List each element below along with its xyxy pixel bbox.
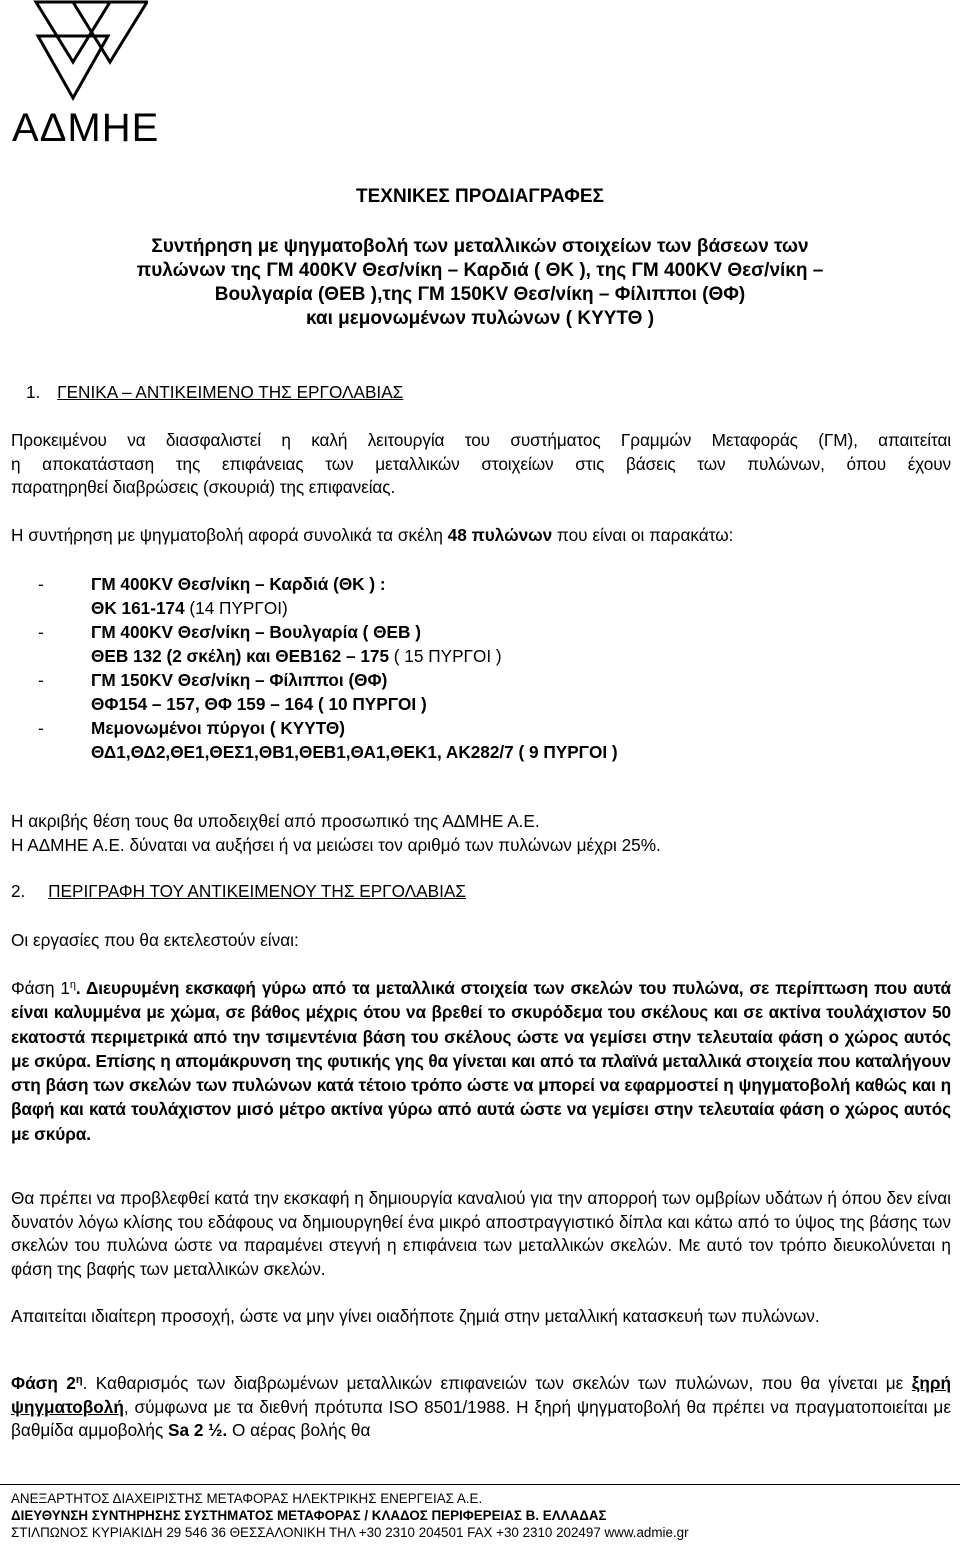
line-name: ΓΜ 150KV Θεσ/νίκη – Φίλιπποι (ΘΦ) bbox=[91, 670, 388, 690]
towers: ΘΕΒ 132 (2 σκέλη) και ΘΕΒ162 – 175 bbox=[91, 646, 390, 666]
location-note: Η ακριβής θέση τους θα υποδειχθεί από προσωπικό της ΑΔΜΗΕ Α.Ε. bbox=[11, 811, 540, 831]
attention-paragraph: Απαιτείται ιδιαίτερη προσοχή, ώστε να μην γίνει οιαδήποτε ζημιά στην μεταλλική κατασκευή των πυλώνων. bbox=[11, 1306, 820, 1326]
footer-address: ΣΤΙΛΠΩΝΟΣ ΚΥΡΙΑΚΙΔΗ 29 546 36 ΘΕΣΣΑΛΟΝΙΚΗ ΤΗΛ +30 2310 204501 FAX +30 2310 202497 www.admie.gr bbox=[11, 1525, 689, 1540]
section2-title: ΠΕΡΙΓΡΑΦΗ ΤΟΥ ΑΝΤΙΚΕΙΜΕΝΟΥ ΤΗΣ ΕΡΓΟΛΑΒΙΑΣ bbox=[48, 881, 466, 901]
para2-text: Η συντήρηση με ψηγματοβολή αφορά συνολικά τα σκέλη bbox=[11, 525, 448, 545]
towers: ΘΚ 161-174 bbox=[91, 598, 185, 618]
phase2-text: . Καθαρισμός των διαβρωμένων μεταλλικών επιφανειών των σκελών των πυλώνων, που θα γίνεται με bbox=[82, 1373, 912, 1393]
paragraph-line: Προκειμένου να διασφαλιστεί η καλή λειτουργία του συστήματος Γραμμών Μεταφοράς (ΓΜ), απαιτείται bbox=[11, 430, 951, 450]
phase1-paragraph bbox=[11, 976, 951, 1146]
subtitle-line: Βουλγαρία (ΘΕΒ ),της ΓΜ 150KV Θεσ/νίκη – Φίλιπποι (ΘΦ) bbox=[214, 284, 746, 305]
subtitle-line: Συντήρηση με ψηγματοβολή των μεταλλικών στοιχείων των βάσεων των bbox=[151, 236, 809, 257]
line-name: ΓΜ 400KV Θεσ/νίκη – Βουλγαρία ( ΘΕΒ ) bbox=[91, 622, 421, 642]
list-item bbox=[11, 620, 951, 668]
blasting-grade: Sa 2 ½. bbox=[168, 1420, 228, 1441]
document-title: ΤΕΧΝΙΚΕΣ ΠΡΟΔΙΑΓΡΑΦΕΣ bbox=[356, 186, 604, 207]
phase2-text-3: Ο αέρας βολής θα bbox=[227, 1420, 371, 1441]
phase2-sup: η bbox=[75, 1374, 83, 1386]
pylon-count: 48 πυλώνων bbox=[447, 525, 553, 545]
phase2-text-2: , σύμφωνα με τα διεθνή πρότυπα ISO 8501/1988. Η ξηρή ψηγματοβολή θα πρέπει να πραγματοποιείται με βαθμίδα αμμοβολής bbox=[11, 1396, 951, 1441]
section1-title: ΓΕΝΙΚΑ – ΑΝΤΙΚΕΙΜΕΝΟ ΤΗΣ ΕΡΓΟΛΑΒΙΑΣ bbox=[57, 382, 404, 402]
paragraph-line: η αποκατάσταση της επιφάνειας των μεταλλικών στοιχείων στις βάσεις των πυλώνων, όπου έχουν bbox=[11, 453, 951, 474]
works-intro: Οι εργασίες που θα εκτελεστούν είναι: bbox=[11, 930, 299, 950]
section1-number: 1. bbox=[26, 382, 41, 402]
list-dash: - bbox=[38, 718, 44, 738]
paragraph-line: παρατηρηθεί διαβρώσεις (σκουριά) της επιφανείας. bbox=[11, 477, 396, 497]
section2-heading bbox=[11, 881, 466, 902]
list-dash: - bbox=[38, 622, 44, 642]
line-list bbox=[11, 572, 951, 764]
footer-divider bbox=[0, 1484, 960, 1485]
logo-text: ΑΔΜΗΕ bbox=[12, 106, 160, 150]
tower-count: (14 ΠΥΡΓΟΙ) bbox=[184, 598, 288, 618]
phase2-paragraph bbox=[11, 1372, 951, 1443]
line-name: Μεμονωμένοι πύργοι ( ΚΥΥΤΘ) bbox=[91, 718, 345, 738]
phase1-sup: η bbox=[69, 979, 76, 991]
para2-text-end: που είναι οι παρακάτω: bbox=[552, 525, 734, 545]
list-dash: - bbox=[38, 574, 44, 594]
section2-number: 2. bbox=[11, 881, 26, 901]
admie-logo bbox=[8, 0, 160, 150]
phase1-label: Φάση 1 bbox=[11, 978, 70, 998]
subtitle-line: και μεμονωμένων πυλώνων ( ΚΥΥΤΘ ) bbox=[305, 308, 655, 329]
section1-paragraph2 bbox=[11, 524, 951, 548]
towers: ΘΔ1,ΘΔ2,ΘΕ1,ΘΕΣ1,ΘΒ1,ΘΕΒ1,ΘΑ1,ΘΕΚ1, ΑΚ282/7 ( 9 ΠΥΡΓΟΙ ) bbox=[91, 742, 618, 762]
drainage-paragraph: Θα πρέπει να προβλεφθεί κατά την εκσκαφή η δημιουργία καναλιού για την απορροή των ομβρίων υδάτων ή όπου δεν είναι δυνατόν λόγω κλίσης του εδάφους να δημιουργηθεί ένα μικρό αποστραγγιστικό δίπλα και κάτω από το ύψος της βάσης των σκελών του πυλώνα ώστε να παραμένει στεγνή η επιφάνεια των μεταλλικών σκελών. Με αυτό τον τρόπο διευκολύνεται η φάση της βαφής των μεταλλικών σκελών. bbox=[11, 1188, 951, 1279]
phase2-label: Φάση 2 bbox=[11, 1373, 76, 1393]
phase1-text: . Διευρυμένη εκσκαφή γύρω από τα μεταλλικά στοιχεία των σκελών του πυλώνα, σε περίπτωση που αυτά είναι καλυμμένα με χώμα, σε βάθος μέχρις ότου να βρεθεί το σκυρόδεμα του σκέλους και σε ακτίνα τουλάχιστον 50 εκατοστά περιμετρικά από την τσιμεντένια βάση του σκέλους ώστε να γεμίσει στην τελευταία φάση ο χώρος αυτός με σκύρα. Επίσης η απομάκρυνση της φυτικής γης θα γίνεται και από τα πλαϊνά μεταλλικά στοιχεία που καταλήγουν στη βάση των σκελών των πυλώνων κατά τέτοιο τρόπο ώστε να μπορεί να εφαρμοστεί η ψηγματοβολή καθώς και η βαφή και κατά τουλάχιστον μισό μέτρο ακτίνα γύρω από αυτά ώστε να γεμίσει στην τελευταία φάση ο χώρος αυτός με σκύρα. bbox=[11, 978, 951, 1144]
quantity-note: Η ΑΔΜΗΕ Α.Ε. δύναται να αυξήσει ή να μειώσει τον αριθμό των πυλώνων μέχρι 25%. bbox=[11, 835, 661, 855]
section1-heading bbox=[26, 382, 403, 403]
footer-department: ΔΙΕΥΘΥΝΣΗ ΣΥΝΤΗΡΗΣΗΣ ΣΥΣΤΗΜΑΤΟΣ ΜΕΤΑΦΟΡΑΣ / ΚΛΑΔΟΣ ΠΕΡΙΦΕΡΕΙΑΣ Β. ΕΛΛΑΔΑΣ bbox=[11, 1508, 607, 1523]
admie-triangles-logo bbox=[8, 0, 148, 108]
list-item bbox=[11, 716, 951, 764]
list-item bbox=[11, 668, 951, 716]
document-subtitle bbox=[60, 235, 900, 331]
list-dash: - bbox=[38, 670, 44, 690]
list-item bbox=[11, 572, 951, 620]
tower-count: ( 15 ΠΥΡΓΟΙ ) bbox=[389, 646, 502, 666]
subtitle-line: πυλώνων της ΓΜ 400KV Θεσ/νίκη – Καρδιά ( ΘΚ ), της ΓΜ 400KV Θεσ/νίκη – bbox=[136, 260, 824, 281]
section1-paragraph1 bbox=[11, 429, 951, 500]
footer-company: ΑΝΕΞΑΡΤΗΤΟΣ ΔΙΑΧΕΙΡΙΣΤΗΣ ΜΕΤΑΦΟΡΑΣ ΗΛΕΚΤΡΙΚΗΣ ΕΝΕΡΓΕΙΑΣ Α.Ε. bbox=[11, 1491, 483, 1506]
dry-blasting: ξηρή ψηγματοβολή bbox=[11, 1373, 952, 1417]
towers: ΘΦ154 – 157, ΘΦ 159 – 164 ( 10 ΠΥΡΓΟΙ ) bbox=[91, 694, 427, 714]
line-name: ΓΜ 400KV Θεσ/νίκη – Καρδιά (ΘΚ ) : bbox=[91, 574, 386, 594]
